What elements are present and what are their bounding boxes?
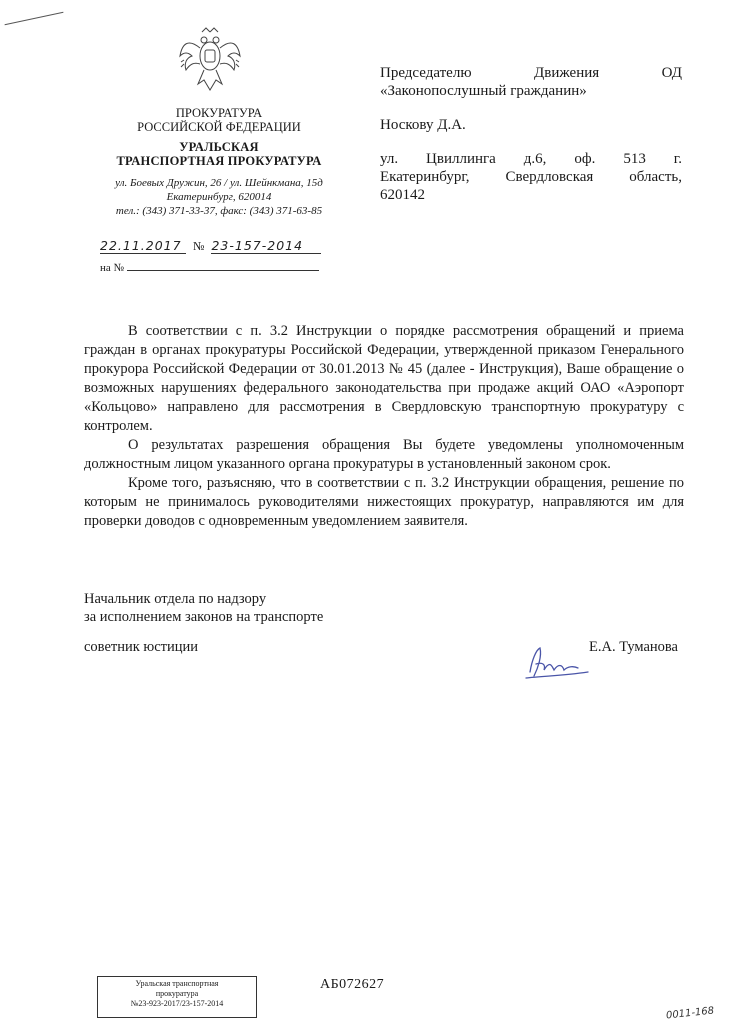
stamp-line-1: Уральская транспортная	[135, 979, 219, 988]
signer-name: Е.А. Туманова	[588, 639, 678, 655]
recipient-line-3: Носкову Д.А.	[380, 117, 466, 133]
reference-line	[100, 262, 319, 274]
address-line-3: тел.: (343) 371-33-37, факс: (343) 371-63-85	[115, 205, 323, 217]
address-line-1: ул. Боевых Дружин, 26 / ул. Шейнкмана, 15д	[115, 177, 323, 189]
recipient-line-2: «Законопослушный гражданин»	[380, 83, 587, 99]
stamp-line-3: №23-923-2017/23-157-2014	[130, 999, 224, 1008]
recipient-line-4: ул. Цвиллинга д.6, оф. 513 г.	[380, 151, 682, 167]
address-line-2: Екатеринбург, 620014	[166, 191, 272, 203]
registration-stamp	[97, 976, 257, 1018]
org-line-1: ПРОКУРАТУРА	[175, 106, 263, 120]
coat-of-arms-icon	[178, 26, 242, 98]
scan-edge-mark	[5, 12, 64, 25]
signer-title-line-1: Начальник отдела по надзору	[84, 591, 267, 607]
recipient-block	[380, 64, 682, 204]
registration-date: 22.11.2017	[100, 238, 186, 254]
recipient-line-5: Екатеринбург, Свердловская область,	[380, 169, 682, 185]
recipient-line-6: 620142	[380, 187, 425, 203]
registration-line	[100, 238, 321, 254]
reference-blank	[127, 270, 319, 271]
sender-organization	[88, 106, 350, 168]
form-serial-number: АБ072627	[320, 977, 385, 992]
registration-number: 23-157-2014	[211, 238, 321, 254]
signer-title-line-2: за исполнением законов на транспорте	[84, 609, 324, 625]
letter-body	[84, 322, 684, 531]
body-paragraph-2: О результатах разрешения обращения Вы будете уведомлены уполномоченным должностным лицом указанного органа прокуратуры в установленный законом срок.	[84, 437, 684, 472]
handwritten-signature	[522, 642, 594, 682]
signature-block	[84, 590, 684, 656]
reference-label: на №	[100, 262, 125, 274]
signer-rank: советник юстиции	[84, 639, 199, 655]
org-line-2: РОССИЙСКОЙ ФЕДЕРАЦИИ	[137, 120, 301, 134]
recipient-line-1: Председателю Движения ОД	[380, 65, 682, 81]
office-line-2: ТРАНСПОРТНАЯ ПРОКУРАТУРА	[116, 154, 322, 168]
sender-address	[88, 176, 350, 218]
office-line-1: УРАЛЬСКАЯ	[179, 140, 259, 154]
registration-number-label: №	[193, 239, 205, 253]
body-paragraph-3: Кроме того, разъясняю, что в соответствии с п. 3.2 Инструкции обращения, решение по которым не принималось руководителями нижестоящих прокуратур, направляются им для проверки доводов с одновременным уведомлением заявителя.	[84, 475, 684, 529]
corner-handwritten-mark: 0011-168	[665, 1005, 715, 1022]
stamp-line-2: прокуратура	[155, 989, 199, 998]
body-paragraph-1: В соответствии с п. 3.2 Инструкции о порядке рассмотрения обращений и приема граждан в органах прокуратуры Российской Федерации, утвержденной приказом Генерального прокурора Российской Федерации от 30.01.2013 № 45 (далее - Инструкция), Ваше обращение о возможных нарушениях федерального законодательства при продаже акций ОАО «Аэропорт «Кольцово» направлено для рассмотрения в Свердловскую транспортную прокуратуру с контролем.	[84, 323, 684, 434]
